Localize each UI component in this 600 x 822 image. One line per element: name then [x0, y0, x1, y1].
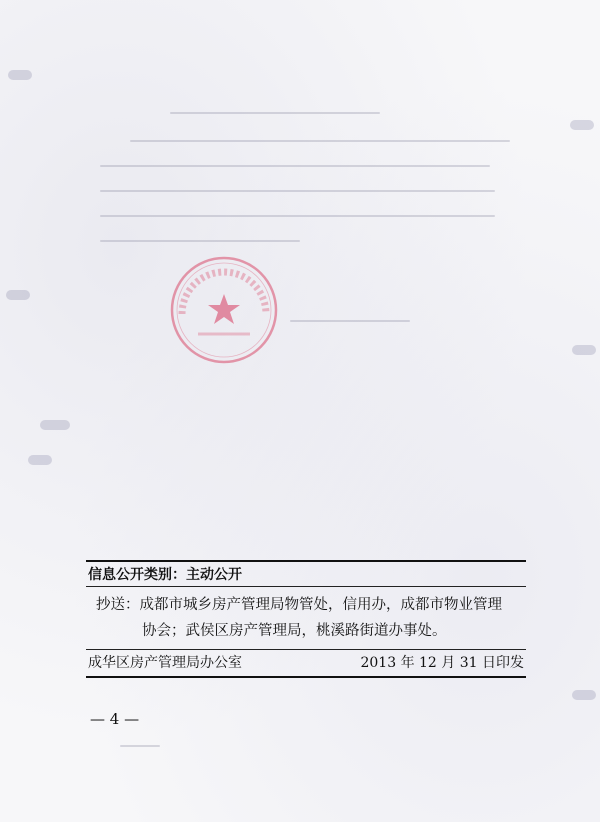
cc-recipients-2: 协会；武侯区房产管理局，桃溪路街道办事处。: [142, 623, 447, 639]
bleed-through-line: [290, 320, 410, 322]
issuing-office: 成华区房产管理局办公室: [88, 655, 242, 671]
bleed-through-line: [100, 190, 495, 192]
info-category-value: 主动公开: [186, 567, 242, 583]
issuing-row: [86, 650, 526, 676]
scan-smudge: [40, 420, 70, 430]
scan-smudge: [570, 120, 594, 130]
official-seal-icon: [168, 254, 280, 366]
bleed-through-line: [130, 140, 510, 142]
scan-smudge: [6, 290, 30, 300]
top-rule: [86, 560, 526, 562]
cc-section: [86, 587, 526, 649]
bleed-through-line: [100, 215, 495, 217]
scan-smudge: [572, 690, 596, 700]
bleed-through-line: [100, 165, 490, 167]
cc-line-2: [86, 618, 526, 644]
info-category: [86, 564, 526, 586]
scan-smudge: [572, 345, 596, 355]
info-category-label: 信息公开类别：: [88, 567, 186, 583]
scan-smudge: [28, 455, 52, 465]
scan-smudge: [8, 70, 32, 80]
bleed-through-line: [120, 745, 160, 747]
cc-recipients-1: 成都市城乡房产管理局物管处，信用办，成都市物业管理: [139, 597, 502, 613]
cc-line-1: [86, 592, 526, 618]
print-date: 2013 年 12 月 31 日印发: [360, 655, 524, 671]
bleed-through-line: [100, 240, 300, 242]
cc-label: 抄送：: [96, 597, 140, 613]
page-number: — 4 —: [90, 710, 140, 728]
bottom-rule: [86, 676, 526, 678]
distribution-block: [86, 560, 526, 678]
bleed-through-line: [170, 112, 380, 114]
